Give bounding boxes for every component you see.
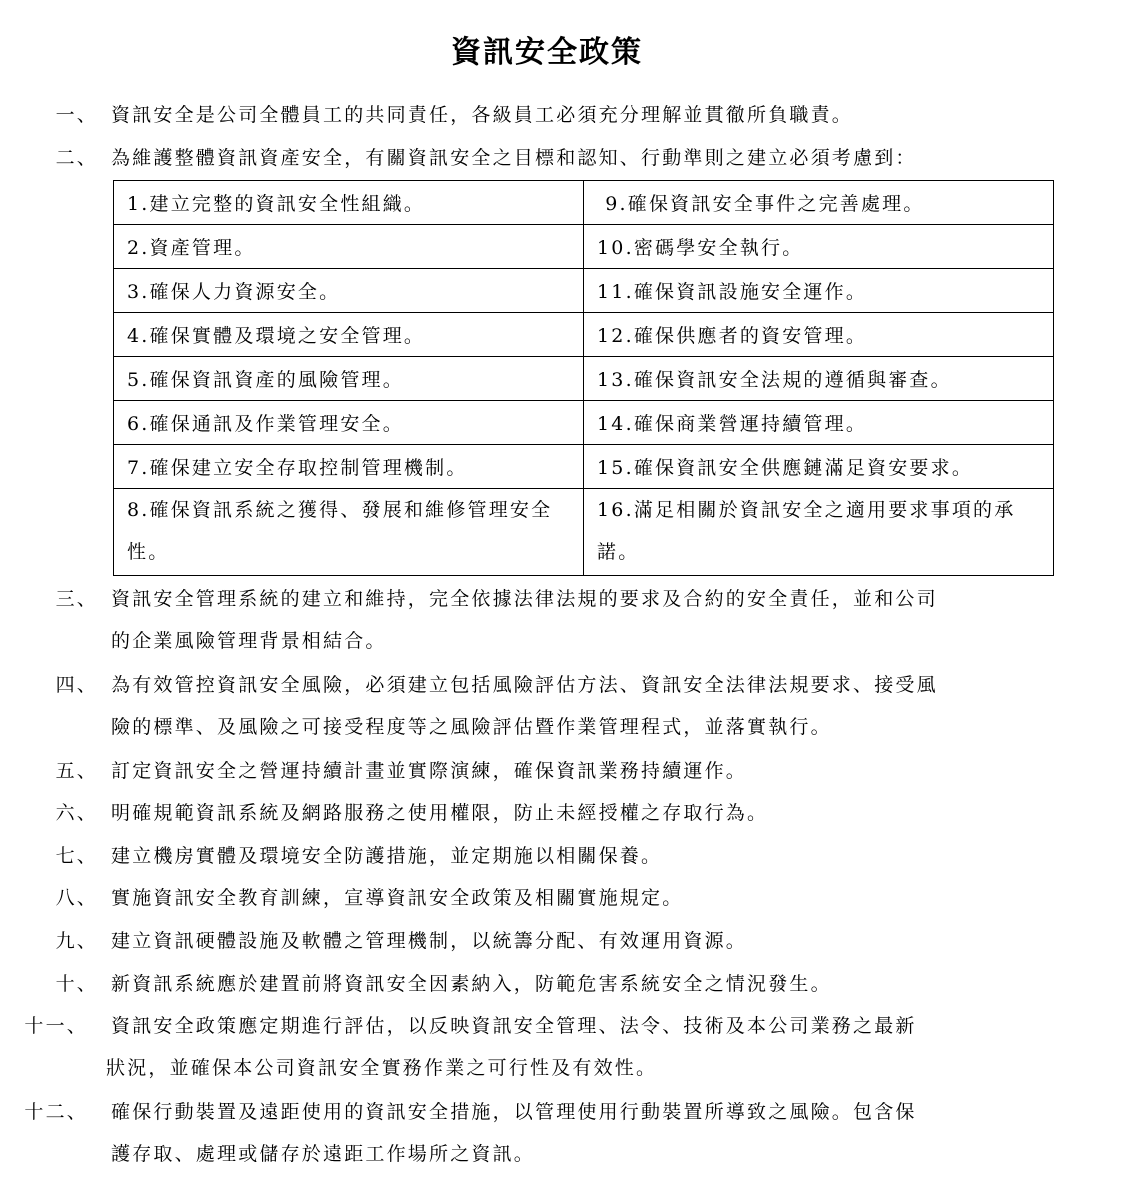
policy-item-6 [0, 791, 1100, 835]
table-cell: 12.確保供應者的資安管理。 [584, 313, 1054, 357]
item-number: 十二、 [24, 1101, 88, 1123]
item-number: 八、 [55, 887, 98, 909]
table-row [114, 225, 1054, 269]
table-cell: 10.密碼學安全執行。 [584, 225, 1054, 269]
table-row [114, 313, 1054, 357]
item-text: 資訊安全政策應定期進行評估，以反映資訊安全管理、法令、技術及本公司業務之最新 [111, 1015, 917, 1037]
item-number: 二、 [55, 147, 98, 169]
item-number: 七、 [55, 845, 98, 867]
item-text-continued: 險的標準、及風險之可接受程度等之風險評估暨作業管理程式，並落實執行。 [111, 716, 832, 738]
table-cell: 7.確保建立安全存取控制管理機制。 [114, 445, 584, 489]
item-number: 九、 [55, 930, 98, 952]
policy-item-5 [0, 749, 1100, 793]
item-number: 一、 [55, 104, 98, 126]
table-cell: 3.確保人力資源安全。 [114, 269, 584, 313]
policy-item-8 [0, 876, 1100, 920]
table-cell: 8.確保資訊系統之獲得、發展和維修管理安全性。 [114, 489, 584, 576]
table-cell: 2.資產管理。 [114, 225, 584, 269]
policy-item-11 [0, 1004, 1100, 1090]
item-text: 建立資訊硬體設施及軟體之管理機制，以統籌分配、有效運用資源。 [111, 930, 748, 952]
item-number: 五、 [55, 760, 98, 782]
item-text: 資訊安全管理系統的建立和維持，完全依據法律法規的要求及合約的安全責任，並和公司 [111, 588, 938, 610]
item-text: 確保行動裝置及遠距使用的資訊安全措施，以管理使用行動裝置所導致之風險。包含保 [111, 1101, 917, 1123]
policy-item-9 [0, 919, 1100, 963]
table-cell: 9.確保資訊安全事件之完善處理。 [584, 181, 1054, 225]
policy-item-2 [0, 136, 1100, 180]
item-text: 實施資訊安全教育訓練，宣導資訊安全政策及相關實施規定。 [111, 887, 684, 909]
item-number: 四、 [55, 674, 98, 696]
item-number: 三、 [55, 588, 98, 610]
item-number: 十、 [55, 973, 98, 995]
table-row [114, 269, 1054, 313]
item-text: 資訊安全是公司全體員工的共同責任，各級員工必須充分理解並貫徹所負職責。 [111, 104, 854, 126]
policy-item-10 [0, 962, 1100, 1006]
table-row [114, 401, 1054, 445]
item-number: 十一、 [24, 1015, 88, 1037]
page-title: 資訊安全政策 [451, 35, 643, 70]
table-cell: 1.建立完整的資訊安全性組織。 [114, 181, 584, 225]
table-cell: 11.確保資訊設施安全運作。 [584, 269, 1054, 313]
policy-item-4 [0, 663, 1100, 749]
table-cell: 16.滿足相關於資訊安全之適用要求事項的承諾。 [584, 489, 1054, 576]
policy-item-7 [0, 834, 1100, 878]
policy-item-12 [0, 1090, 1100, 1176]
table-cell: 6.確保通訊及作業管理安全。 [114, 401, 584, 445]
table-row [114, 489, 1054, 576]
item-text: 建立機房實體及環境安全防護措施，並定期施以相關保養。 [111, 845, 663, 867]
table-cell: 15.確保資訊安全供應鏈滿足資安要求。 [584, 445, 1054, 489]
item-text: 新資訊系統應於建置前將資訊安全因素納入，防範危害系統安全之情況發生。 [111, 973, 832, 995]
item-number: 六、 [55, 802, 98, 824]
policy-item-3 [0, 577, 1100, 663]
item-text-continued: 護存取、處理或儲存於遠距工作場所之資訊。 [111, 1143, 536, 1165]
table-row [114, 357, 1054, 401]
table-cell: 14.確保商業營運持續管理。 [584, 401, 1054, 445]
table-row [114, 181, 1054, 225]
policy-item-1 [0, 93, 1100, 137]
item-text: 為有效管控資訊安全風險，必須建立包括風險評估方法、資訊安全法律法規要求、接受風 [111, 674, 938, 696]
table-cell: 13.確保資訊安全法規的遵循與審查。 [584, 357, 1054, 401]
item-text: 訂定資訊安全之營運持續計畫並實際演練，確保資訊業務持續運作。 [111, 760, 748, 782]
table-cell: 4.確保實體及環境之安全管理。 [114, 313, 584, 357]
item-text: 為維護整體資訊資產安全，有關資訊安全之目標和認知、行動準則之建立必須考慮到： [111, 147, 917, 169]
item-text: 明確規範資訊系統及網路服務之使用權限，防止未經授權之存取行為。 [111, 802, 769, 824]
goals-table [113, 180, 1054, 576]
item-text-continued: 的企業風險管理背景相結合。 [111, 630, 387, 652]
table-cell: 5.確保資訊資產的風險管理。 [114, 357, 584, 401]
table-row [114, 445, 1054, 489]
item-text-continued: 狀況，並確保本公司資訊安全實務作業之可行性及有效性。 [106, 1057, 658, 1079]
